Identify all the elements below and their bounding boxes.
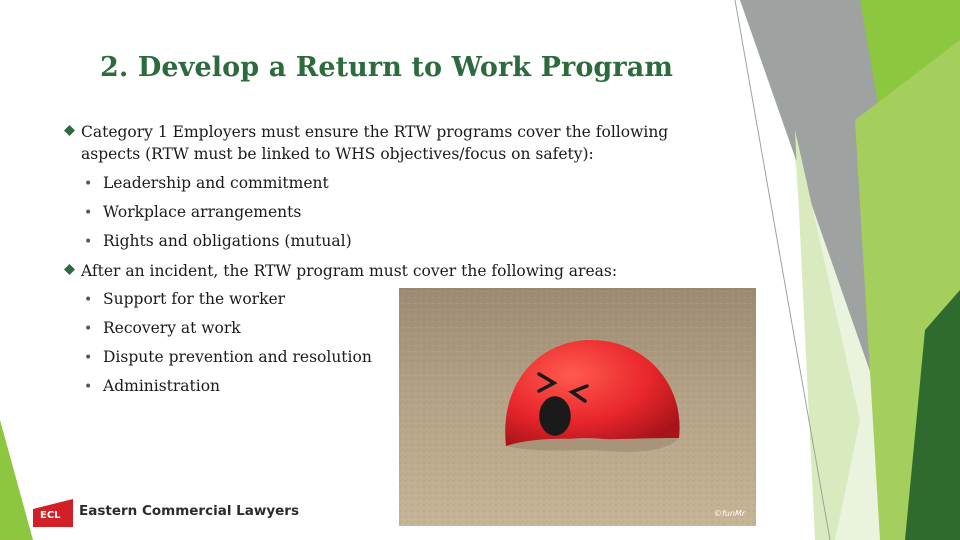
diamond-bullet-icon bbox=[64, 264, 75, 275]
sub-bullet-text: Support for the worker bbox=[103, 290, 286, 308]
sub-bullet-item bbox=[84, 202, 301, 223]
sub-bullet-text: Dispute prevention and resolution bbox=[103, 348, 372, 366]
sub-bullet-glyph: • bbox=[84, 379, 93, 395]
slide-title: 2. Develop a Return to Work Program bbox=[100, 52, 674, 83]
logo-company-name: Eastern Commercial Lawyers bbox=[79, 503, 299, 519]
sub-bullet-item bbox=[84, 231, 352, 252]
sub-bullet-item bbox=[84, 347, 372, 368]
sub-bullet-item bbox=[84, 173, 329, 194]
sub-bullet-glyph: • bbox=[84, 292, 93, 308]
sub-bullet-glyph: • bbox=[84, 350, 93, 366]
diamond-bullet-icon bbox=[64, 125, 75, 136]
photo-signature: ©funMr bbox=[714, 509, 746, 518]
decor-left-green-triangle bbox=[0, 420, 33, 540]
bullet-text: Category 1 Employers must ensure the RTW programs cover the following aspects (RTW must be linked to WHS objectives/focus on safety): bbox=[81, 123, 669, 163]
sub-bullet-glyph: • bbox=[84, 176, 93, 192]
sub-bullet-glyph: • bbox=[84, 234, 93, 250]
sub-bullet-glyph: • bbox=[84, 321, 93, 337]
sub-bullet-text: Rights and obligations (mutual) bbox=[103, 232, 352, 250]
sub-bullet-text: Workplace arrangements bbox=[103, 203, 302, 221]
logo-abbreviation: ECL bbox=[40, 510, 61, 521]
stress-ball-photo bbox=[399, 288, 756, 526]
sub-bullet-text: Recovery at work bbox=[103, 319, 241, 337]
bullet-text: After an incident, the RTW program must cover the following areas: bbox=[81, 262, 618, 280]
sub-bullet-glyph: • bbox=[84, 205, 93, 221]
sub-bullet-item bbox=[84, 376, 220, 397]
company-logo bbox=[33, 499, 299, 527]
sub-bullet-text: Administration bbox=[103, 377, 221, 395]
sub-bullet-item bbox=[84, 318, 241, 339]
bullet-after-incident bbox=[64, 260, 684, 282]
sub-bullet-text: Leadership and commitment bbox=[103, 174, 329, 192]
bullet-category-1 bbox=[64, 121, 684, 165]
sub-bullet-item bbox=[84, 289, 285, 310]
